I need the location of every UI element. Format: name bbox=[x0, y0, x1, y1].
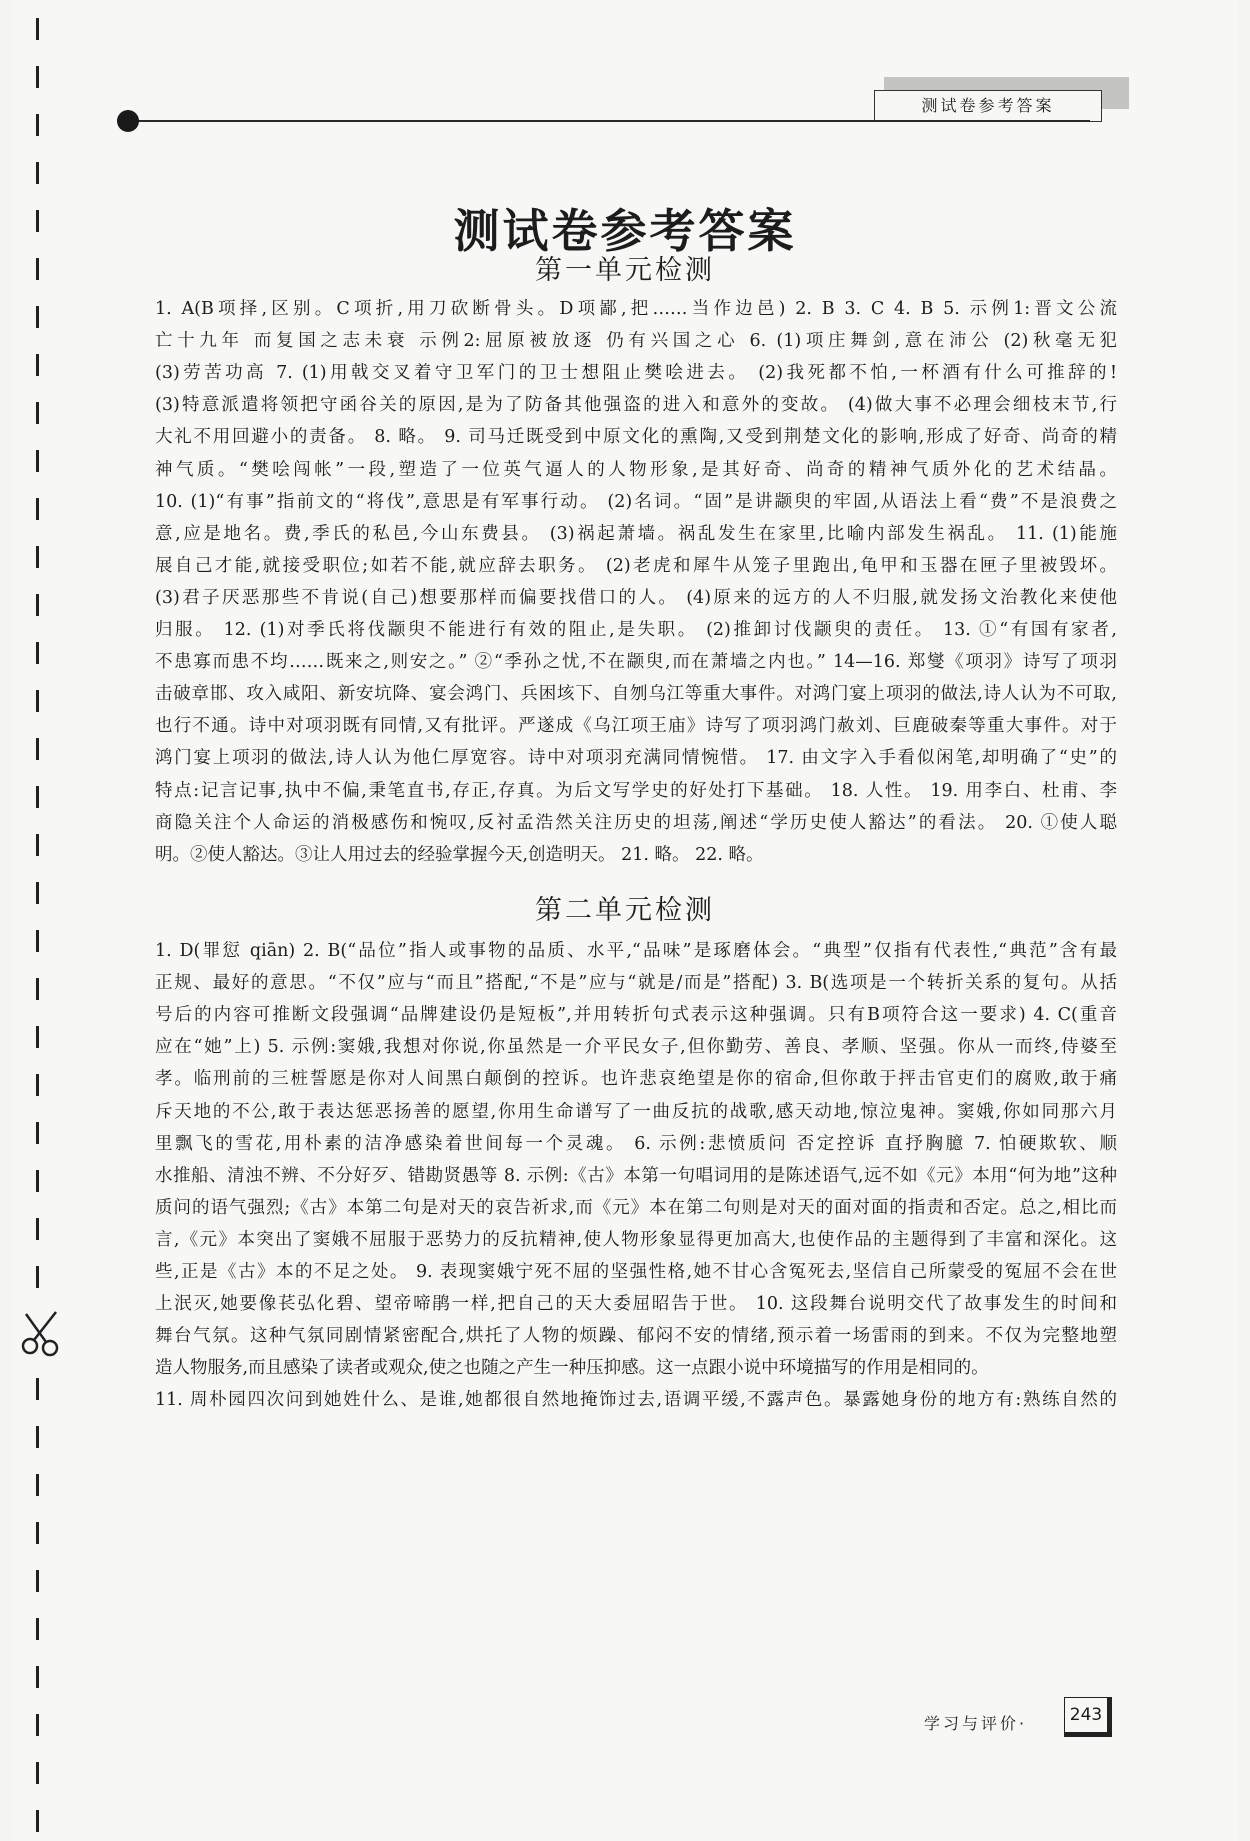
binding-mark bbox=[36, 1618, 39, 1640]
footer-book-title: 学习与评价· bbox=[924, 1714, 1028, 1733]
answer-line: 特点:记言记事,执中不偏,秉笔直书,存正,存真。为后文写学史的好处打下基础。 18. 人性。 19. 用李白、杜甫、李 bbox=[155, 781, 1117, 801]
binding-mark bbox=[36, 306, 39, 328]
page-number: 243 bbox=[1064, 1697, 1112, 1737]
header-dot bbox=[117, 110, 139, 132]
binding-mark bbox=[36, 1170, 39, 1192]
binding-mark bbox=[36, 930, 39, 952]
answer-line: 些,正是《古》本的不足之处。 9. 表现窦娥宁死不屈的坚强性格,她不甘心含冤死去,坚信自己所蒙受的冤屈不会在世 bbox=[155, 1262, 1117, 1282]
scissors-icon bbox=[18, 1308, 64, 1358]
binding-mark bbox=[36, 114, 39, 136]
answer-line: 1. A(B项择,区别。C项折,用刀砍断骨头。D项鄙,把……当作边邑) 2. B 3. C 4. B 5. 示例1:晋文公流 bbox=[155, 299, 1117, 319]
answer-line: 10. (1)“有事”指前文的“将伐”,意思是有军事行动。 (2)名词。“固”是讲颛臾的牢固,从语法上看“费”不是浪费之 bbox=[155, 492, 1117, 512]
answer-line: 水推船、清浊不辨、不分好歹、错勘贤愚等 8. 示例:《古》本第一句唱词用的是陈述语气,远不如《元》本用“何为地”这种 bbox=[155, 1166, 1117, 1186]
page-title: 测试卷参考答案 bbox=[453, 204, 797, 258]
answer-line: 展自己才能,就接受职位;如若不能,就应辞去职务。 (2)老虎和犀牛从笼子里跑出,龟甲和玉器在匣子里被毁坏。 bbox=[155, 556, 1117, 576]
binding-mark bbox=[36, 1426, 39, 1448]
answer-line: 意,应是地名。费,季氏的私邑,今山东费县。 (3)祸起萧墙。祸乱发生在家里,比喻内部发生祸乱。 11. (1)能施 bbox=[155, 524, 1117, 544]
answer-line: 归服。 12. (1)对季氏将伐颛臾不能进行有效的阻止,是失职。 (2)推卸讨伐颛臾的责任。 13. ①“有国有家者, bbox=[155, 620, 1117, 640]
binding-mark bbox=[36, 498, 39, 520]
binding-mark bbox=[36, 1266, 39, 1288]
answer-line: 上泯灭,她要像苌弘化碧、望帝啼鹃一样,把自己的天大委屈昭告于世。 10. 这段舞台说明交代了故事发生的时间和 bbox=[155, 1294, 1117, 1314]
answer-line: (3)劳苦功高 7. (1)用戟交叉着守卫军门的卫士想阻止樊哙进去。 (2)我死都不怕,一杯酒有什么可推辞的! bbox=[155, 363, 1117, 383]
answer-line: 神气质。“樊哙闯帐”一段,塑造了一位英气逼人的人物形象,是其好奇、尚奇的精神气质外化的艺术结晶。 bbox=[155, 460, 1117, 480]
binding-mark bbox=[36, 1122, 39, 1144]
binding-mark bbox=[36, 546, 39, 568]
answer-line: 大礼不用回避小的责备。 8. 略。 9. 司马迁既受到中原文化的熏陶,又受到荆楚文化的影响,形成了好奇、尚奇的精 bbox=[155, 427, 1117, 447]
binding-mark bbox=[36, 642, 39, 664]
answer-line: 鸿门宴上项羽的做法,诗人认为他仁厚宽容。诗中对项羽充满同情惋惜。 17. 由文字入手看似闲笔,却明确了“史”的 bbox=[155, 748, 1117, 768]
binding-mark bbox=[36, 258, 39, 280]
binding-mark bbox=[36, 978, 39, 1000]
binding-mark bbox=[36, 1762, 39, 1784]
binding-mark bbox=[36, 210, 39, 232]
binding-mark bbox=[36, 738, 39, 760]
answer-line: 也行不通。诗中对项羽既有同情,又有批评。严遂成《乌江项王庙》诗写了项羽鸿门赦刘、巨鹿破秦等重大事件。对于 bbox=[155, 716, 1117, 736]
header-rule bbox=[130, 120, 1090, 122]
binding-mark bbox=[36, 690, 39, 712]
binding-mark bbox=[36, 402, 39, 424]
binding-mark bbox=[36, 594, 39, 616]
answer-line: 舞台气氛。这种气氛同剧情紧密配合,烘托了人物的烦躁、郁闷不安的情绪,预示着一场雷雨的到来。不仅为完整地塑 bbox=[155, 1326, 1117, 1346]
binding-mark bbox=[36, 786, 39, 808]
answer-line: 质问的语气强烈;《古》本第二句是对天的哀告祈求,而《元》本在第二句则是对天的面对面的指责和否定。总之,相比而 bbox=[155, 1198, 1117, 1218]
answer-line: 不患寡而患不均……既来之,则安之。” ②“季孙之忧,不在颛臾,而在萧墙之内也。” 14—16. 郑燮《项羽》诗写了项羽 bbox=[155, 652, 1117, 672]
answer-line: 里飘飞的雪花,用朴素的洁净感染着世间每一个灵魂。 6. 示例:悲愤质问 否定控诉 直抒胸臆 7. 怕硬欺软、顺 bbox=[155, 1134, 1117, 1154]
binding-mark bbox=[36, 1666, 39, 1688]
binding-mark bbox=[36, 1378, 39, 1400]
binding-mark bbox=[36, 162, 39, 184]
binding-mark bbox=[36, 1714, 39, 1736]
binding-mark bbox=[36, 1810, 39, 1832]
answer-line: 孝。临刑前的三桩誓愿是你对人间黑白颠倒的控诉。也许悲哀绝望是你的宿命,但你敢于抨击官吏们的腐败,敢于痛 bbox=[155, 1069, 1117, 1089]
answer-line: 击破章邯、攻入咸阳、新安坑降、宴会鸿门、兵困垓下、自刎乌江等重大事件。对鸿门宴上项羽的做法,诗人认为不可取, bbox=[155, 684, 1117, 704]
binding-mark bbox=[36, 1570, 39, 1592]
answer-line: (3)特意派遣将领把守函谷关的原因,是为了防备其他强盗的进入和意外的变故。 (4)做大事不必理会细枝末节,行 bbox=[155, 395, 1117, 415]
answer-line: 造人物服务,而且感染了读者或观众,使之也随之产生一种压抑感。这一点跟小说中环境描写的作用是相同的。 bbox=[155, 1358, 989, 1378]
binding-mark bbox=[36, 66, 39, 88]
answer-line: 应在“她”上) 5. 示例:窦娥,我想对你说,你虽然是一介平民女子,但你勤劳、善良、孝顺、坚强。你从一而终,侍婆至 bbox=[155, 1037, 1117, 1057]
answer-line: 明。②使人豁达。③让人用过去的经验掌握今天,创造明天。 21. 略。 22. 略。 bbox=[155, 845, 764, 865]
answer-page bbox=[12, 0, 1238, 1841]
header-tab: 测试卷参考答案 bbox=[874, 90, 1102, 122]
section-heading-2: 第二单元检测 bbox=[535, 895, 715, 926]
binding-mark bbox=[36, 1218, 39, 1240]
binding-mark bbox=[36, 882, 39, 904]
answer-line: 11. 周朴园四次问到她姓什么、是谁,她都很自然地掩饰过去,语调平缓,不露声色。暴露她身份的地方有:熟练自然的 bbox=[155, 1390, 1117, 1410]
binding-mark bbox=[36, 354, 39, 376]
binding-mark bbox=[36, 1074, 39, 1096]
binding-mark bbox=[36, 450, 39, 472]
section-heading-1: 第一单元检测 bbox=[535, 255, 715, 286]
answer-line: 正规、最好的意思。“不仅”应与“而且”搭配,“不是”应与“就是/而是”搭配) 3. B(选项是一个转折关系的复句。从括 bbox=[155, 973, 1117, 993]
binding-mark bbox=[36, 18, 39, 40]
answer-line: 斥天地的不公,敢于表达惩恶扬善的愿望,你用生命谱写了一曲反抗的战歌,感天动地,惊泣鬼神。窦娥,你如同那六月 bbox=[155, 1102, 1117, 1122]
answer-line: 1. D(罪愆 qiān) 2. B(“品位”指人或事物的品质、水平,“品味”是琢磨体会。“典型”仅指有代表性,“典范”含有最 bbox=[155, 941, 1117, 961]
binding-mark bbox=[36, 1026, 39, 1048]
answer-line: 言,《元》本突出了窦娥不屈服于恶势力的反抗精神,使人物形象显得更加高大,也使作品的主题得到了丰富和深化。这 bbox=[155, 1230, 1117, 1250]
answer-line: 号后的内容可推断文段强调“品牌建设仍是短板”,并用转折句式表示这种强调。只有B项符合这一要求) 4. C(重音 bbox=[155, 1005, 1117, 1025]
answer-line: (3)君子厌恶那些不肯说(自己)想要那样而偏要找借口的人。 (4)原来的远方的人不归服,就发扬文治教化来使他 bbox=[155, 588, 1117, 608]
binding-mark bbox=[36, 834, 39, 856]
binding-mark bbox=[36, 1522, 39, 1544]
binding-mark bbox=[36, 1474, 39, 1496]
answer-line: 商隐关注个人命运的消极感伤和惋叹,反衬孟浩然关注历史的坦荡,阐述“学历史使人豁达”的看法。 20. ①使人聪 bbox=[155, 813, 1117, 833]
answer-line: 亡十九年 而复国之志未衰 示例2:屈原被放逐 仍有兴国之心 6. (1)项庄舞剑,意在沛公 (2)秋毫无犯 bbox=[155, 331, 1117, 351]
